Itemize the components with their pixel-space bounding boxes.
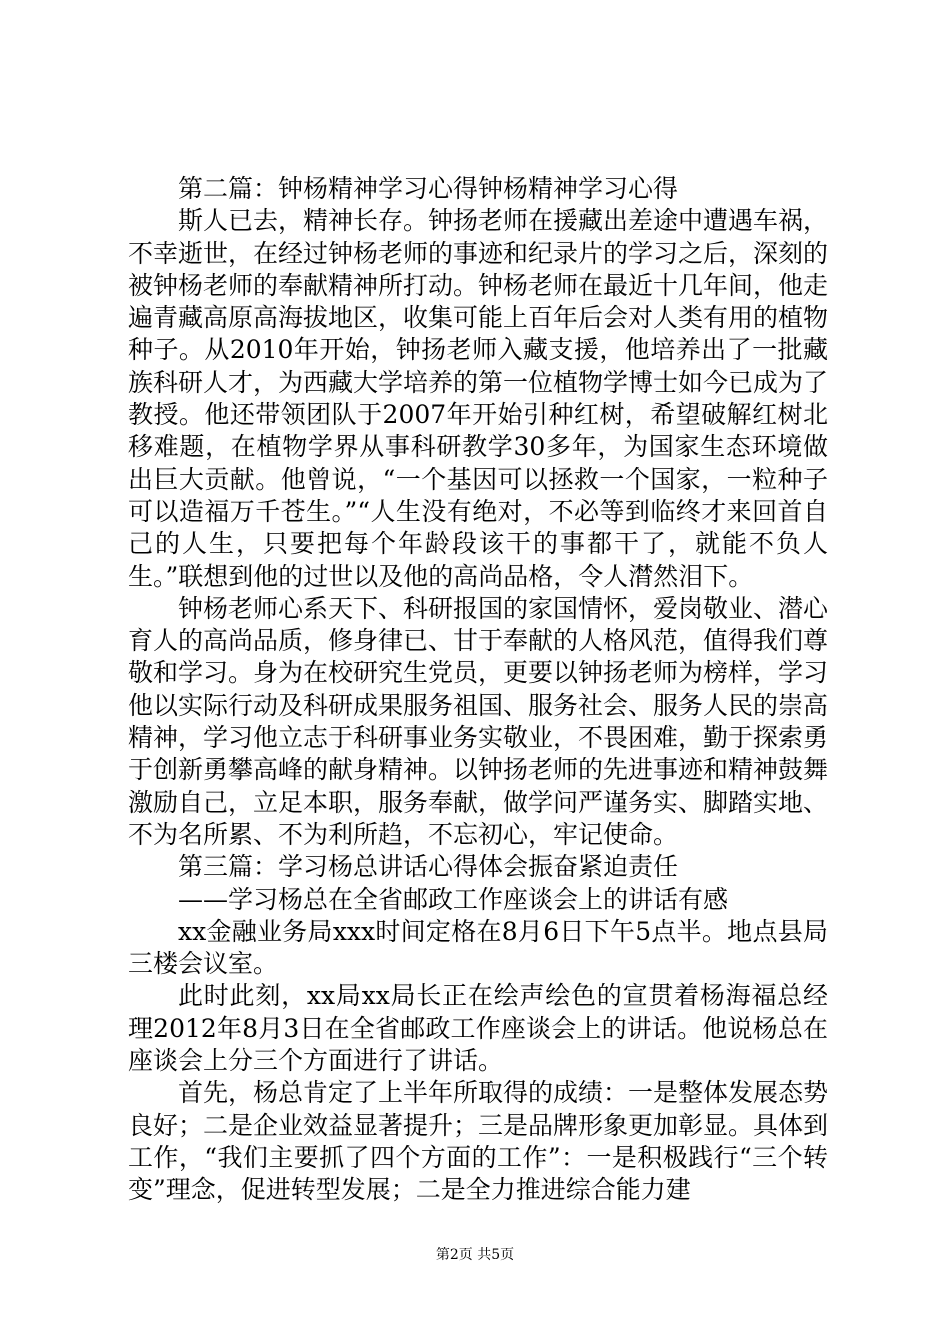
section-heading-2: 第二篇：钟杨精神学习心得钟杨精神学习心得 bbox=[178, 174, 679, 203]
body-paragraph: 钟杨老师心系天下、科研报国的家国情怀，爱岗敬业、潜心育人的高尚品质，修身律已、甘于奉献的人格风范，值得我们尊敬和学习。身为在校研究生党员，更要以钟扬老师为榜样，学习他以实际行动及科研成果服务祖国、服务社会、服务人民的崇高精神，学习他立志于科研事业务实敬业，不畏困难，勤于探索勇于创新勇攀高峰的献身精神。以钟扬老师的先进事迹和精神鼓舞激励自己，立足本职，服务奉献，做学问严谨务实、脚踏实地、不为名所累、不为利所趋，不忘初心，牢记使命。 bbox=[128, 593, 829, 849]
body-paragraph: 斯人已去，精神长存。钟扬老师在援藏出差途中遭遇车祸，不幸逝世，在经过钟杨老师的事迹和纪录片的学习之后，深刻的被钟杨老师的奉献精神所打动。钟杨老师在最近十几年间，他走遍青藏高原高海拔地区，收集可能上百年后会对人类有用的植物种子。从2010年开始，钟扬老师入藏支援，他培养出了一批藏族科研人才，为西藏大学培养的第一位植物学博士如今已成为了教授。他还带领团队于2007年开始引种红树，希望破解红树北移难题，在植物学界从事科研教学30多年，为国家生态环境做出巨大贡献。他曾说，“一个基因可以拯救一个国家，一粒种子可以造福万千苍生。”“人生没有绝对，不必等到临终才来回首自己的人生，只要把每个年龄段该干的事都干了，就能不负人生。”联想到他的过世以及他的高尚品格，令人潸然泪下。 bbox=[128, 206, 829, 591]
document-body bbox=[128, 173, 828, 1207]
section-subtitle: ——学习杨总在全省邮政工作座谈会上的讲话有感 bbox=[178, 884, 729, 914]
body-paragraph: 此时此刻，xx局xx局长正在绘声绘色的宣贯着杨海福总经理2012年8月3日在全省邮政工作座谈会上的讲话。他说杨总在座谈会上分三个方面进行了讲话。 bbox=[128, 981, 828, 1076]
page-footer: 第2页 共5页 bbox=[435, 1247, 515, 1263]
body-paragraph: 首先，杨总肯定了上半年所取得的成绩：一是整体发展态势良好；二是企业效益显著提升；三是品牌形象更加彰显。具体到工作，“我们主要抓了四个方面的工作”：一是积极践行“三个转变”理念，促进转型发展；二是全力推进综合能力建 bbox=[128, 1078, 829, 1205]
section-heading-3: 第三篇：学习杨总讲话心得体会振奋紧迫责任 bbox=[178, 852, 679, 882]
body-paragraph: xx金融业务局xxx时间定格在8月6日下午5点半。地点县局三楼会议室。 bbox=[128, 916, 828, 979]
